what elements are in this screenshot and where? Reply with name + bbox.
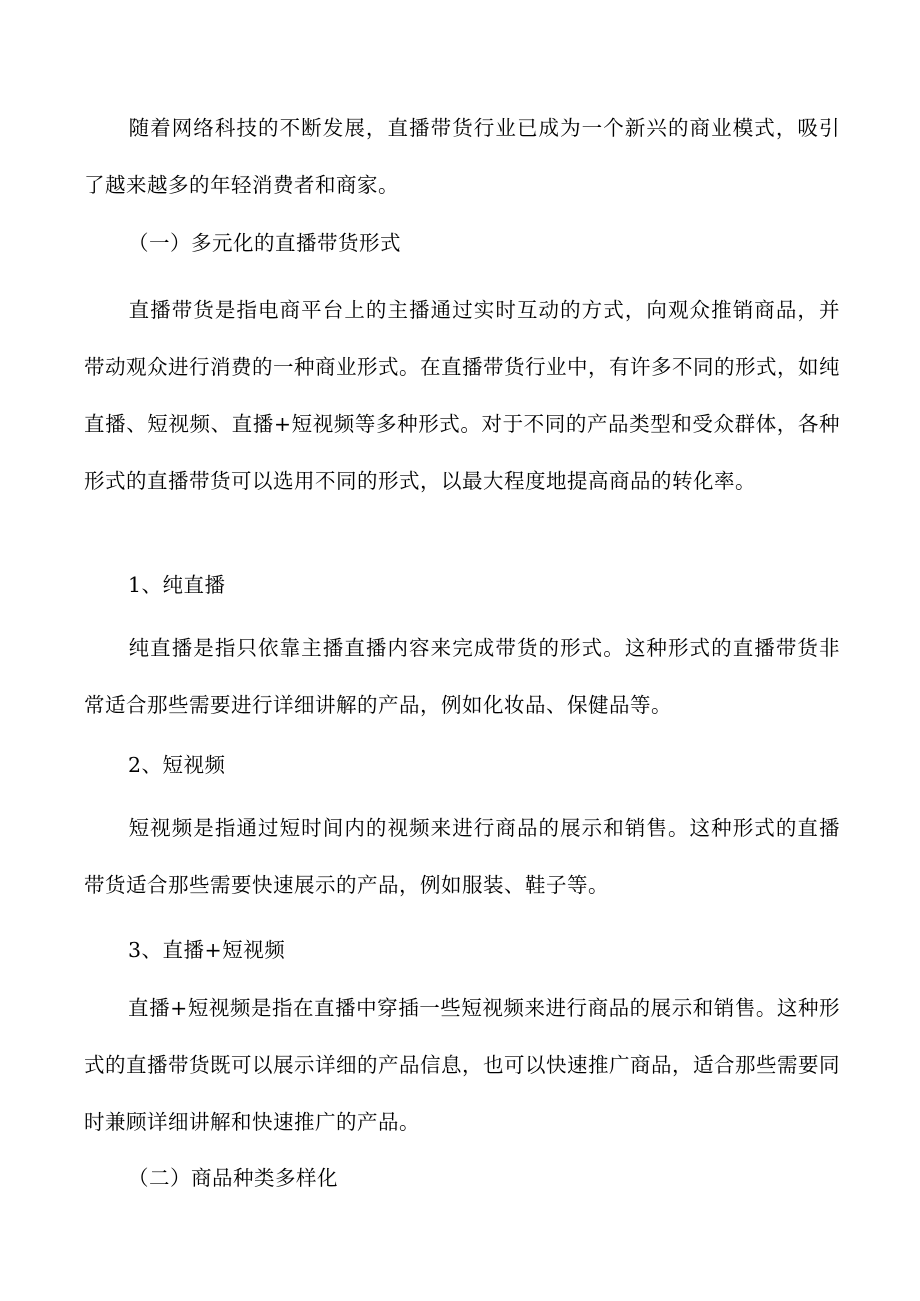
- pure-live-paragraph: [84, 620, 840, 734]
- intro-paragraph-text: 随着网络科技的不断发展，直播带货行业已成为一个新兴的商业模式，吸引了越来越多的年轻消费者和商家。: [84, 116, 840, 197]
- section-heading-1: （一）多元化的直播带货形式: [128, 231, 401, 255]
- subheading-short-video: 2、短视频: [128, 753, 226, 777]
- intro-paragraph: [84, 100, 840, 214]
- section-heading-2: （二）商品种类多样化: [128, 1166, 338, 1190]
- live-plus-video-paragraph-text: 直播+短视频是指在直播中穿插一些短视频来进行商品的展示和销售。这种形式的直播带货既可以展示详细的产品信息，也可以快速推广商品，适合那些需要同时兼顾详细讲解和快速推广的产品。: [84, 996, 840, 1134]
- pure-live-paragraph-text: 纯直播是指只依靠主播直播内容来完成带货的形式。这种形式的直播带货非常适合那些需要进行详细讲解的产品，例如化妆品、保健品等。: [84, 636, 840, 717]
- short-video-paragraph: [84, 800, 840, 914]
- definition-paragraph: [84, 282, 840, 510]
- short-video-paragraph-text: 短视频是指通过短时间内的视频来进行商品的展示和销售。这种形式的直播带货适合那些需要快速展示的产品，例如服装、鞋子等。: [84, 816, 840, 897]
- subheading-pure-live: 1、纯直播: [128, 573, 226, 597]
- subheading-live-plus-video: 3、直播+短视频: [128, 938, 286, 962]
- definition-paragraph-text: 直播带货是指电商平台上的主播通过实时互动的方式，向观众推销商品，并带动观众进行消费的一种商业形式。在直播带货行业中，有许多不同的形式，如纯直播、短视频、直播+短视频等多种形式。对于不同的产品类型和受众群体，各种形式的直播带货可以选用不同的形式，以最大程度地提高商品的转化率。: [84, 298, 840, 493]
- live-plus-video-paragraph: [84, 980, 840, 1151]
